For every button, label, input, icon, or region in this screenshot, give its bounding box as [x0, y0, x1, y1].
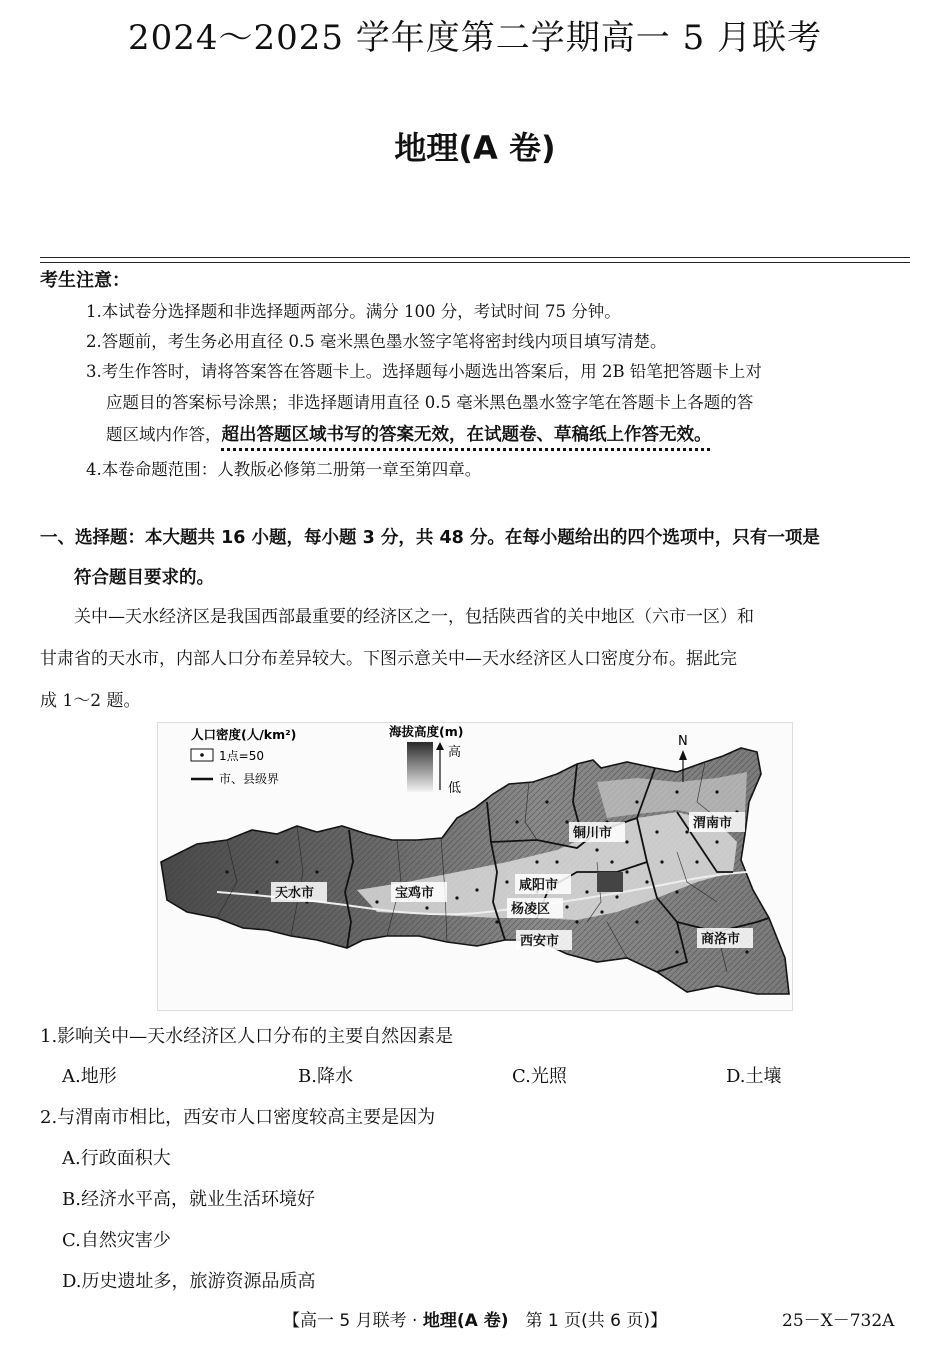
population-density-map	[157, 722, 793, 1011]
legend-high: 高	[448, 745, 462, 760]
question-1-option-a: A.地形	[62, 1066, 117, 1087]
place-shangluo: 商洛市	[701, 932, 741, 947]
place-weinan: 渭南市	[693, 816, 733, 831]
place-tianshui: 天水市	[275, 886, 315, 901]
notice-emphasis: 超出答题区域书写的答案无效，在试题卷、草稿纸上作答无效。	[221, 425, 712, 445]
question-2-option-c: C.自然灾害少	[62, 1230, 171, 1251]
notice-item: 3.考生作答时，请将答案答在答题卡上。选择题每小题选出答案后，用 2B 铅笔把答题卡上对	[86, 362, 762, 381]
exam-title: 2024～2025 学年度第二学期高一 5 月联考	[127, 18, 823, 58]
legend-boundary-label: 市、县级界	[219, 772, 280, 786]
footer-subject: 地理(A 卷)	[422, 1311, 509, 1331]
question-1-option-c: C.光照	[512, 1066, 567, 1087]
question-1-option-b: B.降水	[298, 1066, 353, 1087]
legend-elevation-title: 海拔高度(m)	[389, 724, 464, 739]
place-tongchuan: 铜川市	[573, 826, 613, 841]
place-yangling: 杨凌区	[511, 902, 551, 917]
place-xianyang: 咸阳市	[519, 878, 559, 893]
notice-item-continued: 应题目的答案标号涂黑；非选择题请用直径 0.5 毫米黑色墨水签字笔在答题卡上各题的答	[106, 393, 754, 412]
passage-line: 成 1～2 题。	[40, 691, 141, 711]
legend-elevation-ramp	[407, 742, 433, 792]
notice-item: 4.本卷命题范围：人教版必修第二册第一章至第四章。	[86, 460, 482, 479]
question-1-stem: 1.影响关中—天水经济区人口分布的主要自然因素是	[40, 1026, 454, 1047]
question-2-option-d: D.历史遗址多，旅游资源品质高	[62, 1271, 316, 1292]
passage-line: 关中—天水经济区是我国西部最重要的经济区之一，包括陕西省的关中地区（六市一区）和	[74, 607, 754, 627]
xian-urban-area	[597, 872, 623, 892]
legend-density-title: 人口密度(人/km²)	[191, 727, 297, 742]
passage-line: 甘肃省的天水市，内部人口分布差异较大。下图示意关中—天水经济区人口密度分布。据此完	[40, 649, 737, 669]
question-1-option-d: D.土壤	[726, 1066, 782, 1087]
footer-page: 第 1 页(共 6 页)】	[508, 1311, 667, 1331]
notice-item: 2.答题前，考生务必用直径 0.5 毫米黑色墨水签字笔将密封线内项目填写清楚。	[86, 332, 667, 351]
section-heading-continued: 符合题目要求的。	[74, 568, 214, 588]
notice-item-continued	[106, 420, 916, 450]
place-xian: 西安市	[520, 934, 560, 949]
footer-text: 【高一 5 月联考 ·	[283, 1311, 423, 1331]
notice-item-text: 题区域内作答，	[106, 425, 222, 444]
subject-title: 地理(A 卷)	[394, 129, 556, 167]
divider-line	[40, 262, 910, 263]
notice-heading: 考生注意：	[40, 270, 130, 291]
section-heading: 一、选择题：本大题共 16 小题，每小题 3 分，共 48 分。在每小题给出的四个选项中，只有一项是	[40, 528, 820, 548]
question-2-option-a: A.行政面积大	[62, 1148, 171, 1169]
question-2-stem: 2.与渭南市相比，西安市人口密度较高主要是因为	[40, 1107, 436, 1128]
paper-code: 25－X－732A	[782, 1311, 895, 1331]
legend-low: 低	[448, 781, 462, 796]
question-2-option-b: B.经济水平高，就业生活环境好	[62, 1189, 315, 1210]
place-baoji: 宝鸡市	[395, 886, 435, 901]
divider-line	[40, 257, 910, 258]
north-label: N	[678, 734, 688, 749]
legend-dot-label: 1点=50	[219, 749, 264, 763]
notice-item: 1.本试卷分选择题和非选择题两部分。满分 100 分，考试时间 75 分钟。	[86, 302, 621, 321]
